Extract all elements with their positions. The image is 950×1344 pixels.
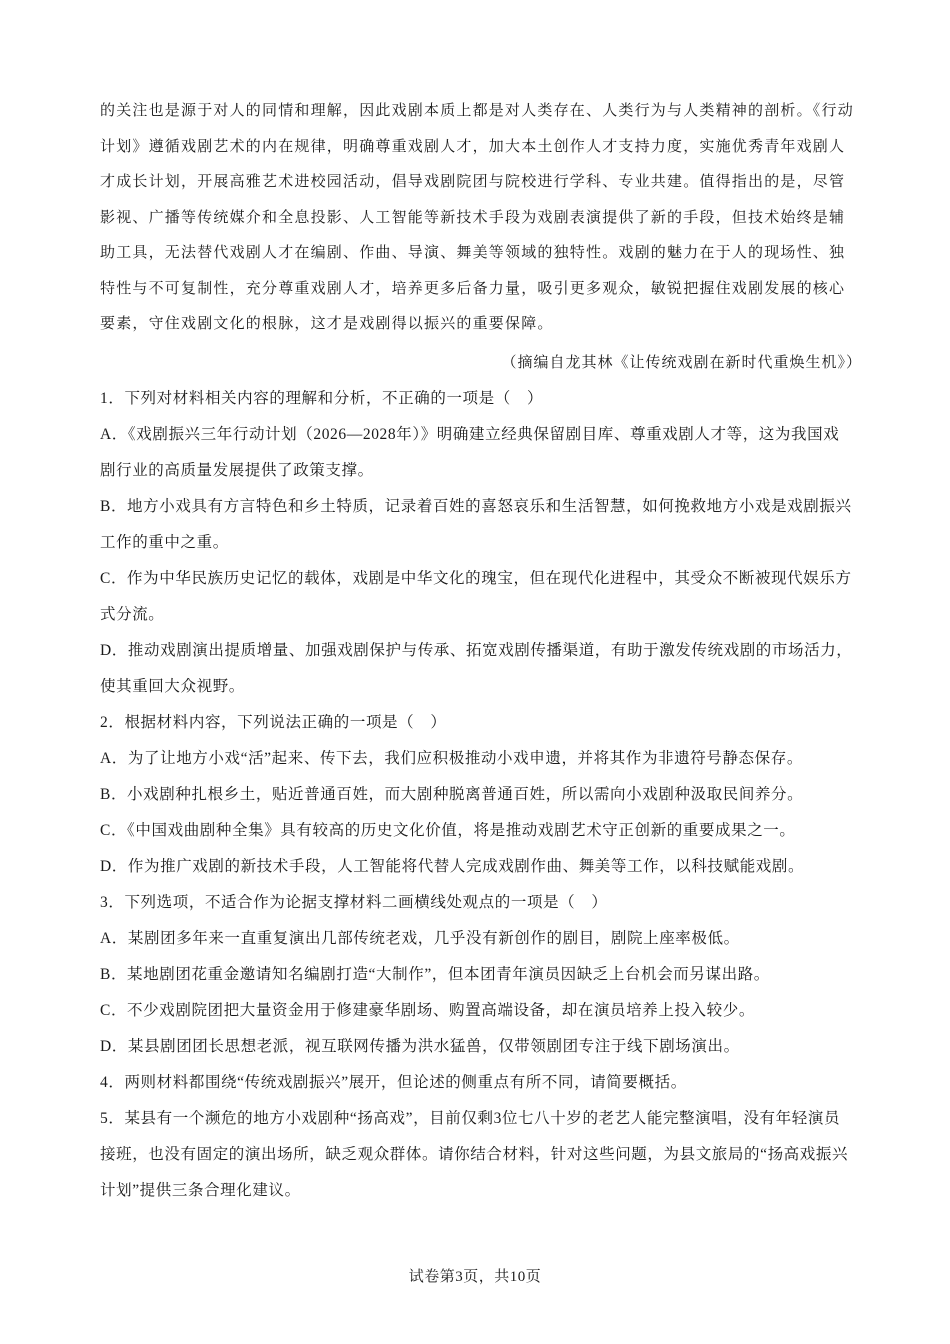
question-line: D．推动戏剧演出提质增量、加强戏剧保护与传承、拓宽戏剧传播渠道，有助于激发传统戏剧的市场活力， bbox=[100, 642, 853, 659]
reading-passage bbox=[100, 93, 862, 342]
question-line: 接班，也没有固定的演出场所，缺乏观众群体。请你结合材料，针对这些问题，为县文旅局的“扬高戏振兴 bbox=[100, 1146, 849, 1163]
question-line: C．不少戏剧院团把大量资金用于修建豪华剧场、购置高端设备，却在演员培养上投入较少。 bbox=[100, 1002, 755, 1019]
question-line: D．作为推广戏剧的新技术手段，人工智能将代替人完成戏剧作曲、舞美等工作，以科技赋能戏剧。 bbox=[100, 858, 805, 875]
question-line: 式分流。 bbox=[100, 606, 165, 623]
passage-line: 计划》遵循戏剧艺术的内在规律，明确尊重戏剧人才，加大本土创作人才支持力度，实施优秀青年戏剧人 bbox=[100, 136, 846, 155]
question-line: C．《中国戏曲剧种全集》具有较高的历史文化价值，将是推动戏剧艺术守正创新的重要成果之一。 bbox=[100, 822, 796, 839]
question-line: C．作为中华民族历史记忆的载体，戏剧是中华文化的瑰宝，但在现代化进程中，其受众不断被现代娱乐方 bbox=[100, 570, 852, 587]
question-list bbox=[100, 381, 862, 1209]
question-line: 剧行业的高质量发展提供了政策支撑。 bbox=[100, 462, 374, 479]
question-line: 计划”提供三条合理化建议。 bbox=[100, 1182, 301, 1199]
question-line: B．小戏剧种扎根乡土，贴近普通百姓，而大剧种脱离普通百姓，所以需向小戏剧种汲取民间养分。 bbox=[100, 786, 804, 803]
question-line: 工作的重中之重。 bbox=[100, 534, 229, 551]
question-line: 5．某县有一个濒危的地方小戏剧种“扬高戏”，目前仅剩3位七八十岁的老艺人能完整演唱，没有年轻演员 bbox=[100, 1110, 841, 1127]
question-line: 2．根据材料内容，下列说法正确的一项是（ ） bbox=[100, 714, 447, 731]
passage-line: 的关注也是源于对人的同情和理解，因此戏剧本质上都是对人类存在、人类行为与人类精神的剖析。《行动 bbox=[100, 101, 854, 119]
question-line: D．某县剧团团长思想老派，视互联网传播为洪水猛兽，仅带领剧团专注于线下剧场演出。 bbox=[100, 1038, 740, 1055]
question-line: A．《戏剧振兴三年行动计划（2026—2028年）》明确建立经典保留剧目库、尊重戏剧人才等，这为我国戏 bbox=[100, 426, 840, 443]
page-footer: 试卷第3页，共10页 bbox=[408, 1269, 542, 1285]
question-line: A．某剧团多年来一直重复演出几部传统老戏，几乎没有新创作的剧目，剧院上座率极低。 bbox=[100, 930, 740, 947]
question-line: 3．下列选项，不适合作为论据支撑材料二画横线处观点的一项是（ ） bbox=[100, 894, 608, 911]
question-line: 4．两则材料都围绕“传统戏剧振兴”展开，但论述的侧重点有所不同，请简要概括。 bbox=[100, 1074, 687, 1091]
question-line: B．地方小戏具有方言特色和乡土特质，记录着百姓的喜怒哀乐和生活智慧，如何挽救地方小戏是戏剧振兴 bbox=[100, 498, 852, 515]
question-line: B．某地剧团花重金邀请知名编剧打造“大制作”，但本团青年演员因缺乏上台机会而另谋出路。 bbox=[100, 966, 770, 983]
question-line: 1．下列对材料相关内容的理解和分析，不正确的一项是（ ） bbox=[100, 390, 544, 407]
passage-line: 才成长计划，开展高雅艺术进校园活动，倡导戏剧院团与院校进行学科、专业共建。值得指出的是，尽管 bbox=[100, 172, 846, 190]
passage-line: 助工具，无法替代戏剧人才在编剧、作曲、导演、舞美等领域的独特性。戏剧的魅力在于人的现场性、独 bbox=[100, 243, 846, 261]
passage-source: （摘编自龙其林《让传统戏剧在新时代重焕生机》） bbox=[501, 353, 862, 371]
passage-line: 要素，守住戏剧文化的根脉，这才是戏剧得以振兴的重要保障。 bbox=[100, 314, 554, 332]
passage-line: 影视、广播等传统媒介和全息投影、人工智能等新技术手段为戏剧表演提供了新的手段，但技术始终是辅 bbox=[100, 207, 846, 226]
passage-line: 特性与不可复制性，充分尊重戏剧人才，培养更多后备力量，吸引更多观众，敏锐把握住戏剧发展的核心 bbox=[100, 278, 846, 297]
question-line: 使其重回大众视野。 bbox=[100, 678, 245, 695]
question-line: A．为了让地方小戏“活”起来、传下去，我们应积极推动小戏申遗，并将其作为非遗符号静态保存。 bbox=[100, 750, 803, 767]
